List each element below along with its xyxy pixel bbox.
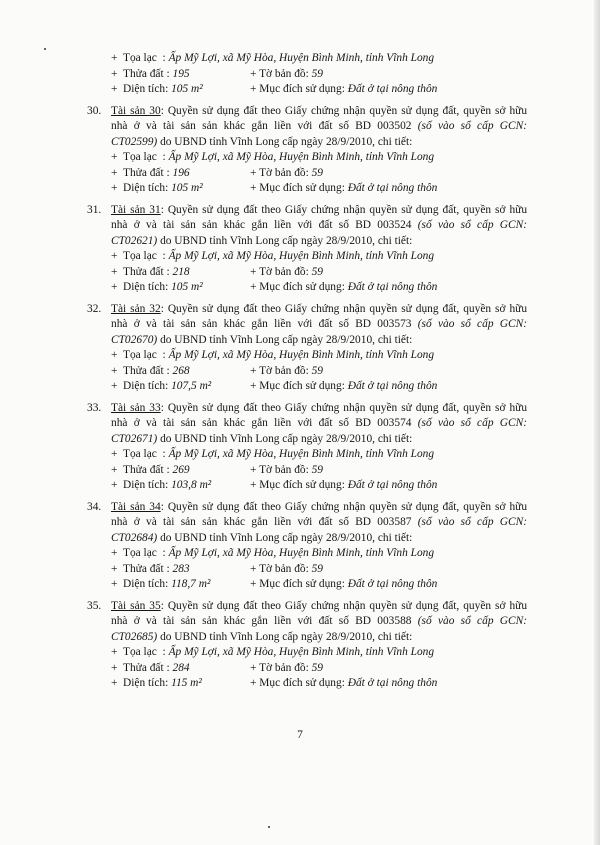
area-row: + Diện tích: 118,7 m² + Mục đích sử dụng: Đất ở tại nông thôn [111, 578, 438, 590]
map-value: 59 [311, 463, 323, 476]
plot-value: 284 [172, 661, 190, 674]
asset-header [87, 499, 527, 546]
area-row: + Diện tích: 115 m² + Mục đích sử dụng: Đất ở tại nông thôn [111, 677, 438, 689]
plot-label: Thửa đất [123, 265, 164, 278]
purpose-cell: + Mục đích sử dụng: Đất ở tại nông thôn [250, 578, 438, 590]
description-line [111, 233, 527, 249]
plot-value: 196 [172, 166, 190, 179]
plot-row: + Thửa đất : 196 + Tờ bản đồ: 59 [111, 166, 323, 179]
bullet: + [111, 349, 118, 361]
asset-title: Tài sản 31 [111, 203, 161, 216]
map-label: Tờ bản đồ [259, 166, 306, 179]
certificate-code: CT02670) [111, 333, 158, 346]
item-number: 35. [87, 599, 102, 612]
map-cell: + Tờ bản đồ: 59 [250, 463, 323, 476]
description-line [111, 431, 527, 447]
description-line [111, 613, 527, 629]
asset-header [87, 103, 527, 150]
asset-title: Tài sản 32 [111, 302, 161, 315]
location-row: + Tọa lạc : Ấp Mỹ Lợi, xã Mỹ Hòa, Huyện Bình Minh, tỉnh Vĩnh Long [111, 547, 435, 559]
asset-description [111, 103, 527, 150]
location-label: Tọa lạc [123, 646, 157, 658]
document-body [87, 50, 527, 691]
plot-value: 195 [172, 67, 190, 80]
location-value: Ấp Mỹ Lợi, xã Mỹ Hòa, Huyện Bình Minh, tỉnh Vĩnh Long [168, 52, 435, 64]
description-text: nhà ở và tài sản sản khác gắn liền với đất số BD 003524 [111, 219, 412, 231]
description-line [111, 134, 527, 150]
description-line [111, 316, 527, 332]
purpose-cell: + Mục đích sử dụng: Đất ở tại nông thôn [250, 83, 438, 95]
area-row: + Diện tích: 105 m² + Mục đích sử dụng: Đất ở tại nông thôn [111, 83, 438, 95]
top-entry [87, 50, 527, 97]
bullet: + [111, 380, 118, 392]
purpose-value: Đất ở tại nông thôn [347, 380, 438, 392]
description-line: Tài sản 31: Quyền sử dụng đất theo Giấy chứng nhận quyền sử dụng đất, quyền sở hữu [111, 203, 528, 216]
plot-row: + Thửa đất : 195 + Tờ bản đồ: 59 [111, 67, 323, 80]
area-value: 107,5 m² [171, 380, 212, 392]
bullet: + [111, 182, 118, 194]
map-value: 59 [311, 166, 323, 179]
location-value: Ấp Mỹ Lợi, xã Mỹ Hòa, Huyện Bình Minh, tỉnh Vĩnh Long [168, 646, 435, 658]
map-cell: + Tờ bản đồ: 59 [250, 562, 323, 575]
location-label: Tọa lạc [123, 349, 157, 361]
asset-header [87, 301, 527, 348]
location-value: Ấp Mỹ Lợi, xã Mỹ Hòa, Huyện Bình Minh, tỉnh Vĩnh Long [168, 250, 435, 262]
description-text: nhà ở và tài sản sản khác gắn liền với đất số BD 003574 [111, 417, 412, 429]
description-text: do UBND tỉnh Vĩnh Long cấp ngày 28/9/2010, chi tiết: [160, 135, 413, 148]
description-line [111, 415, 527, 431]
description-text: nhà ở và tài sản sản khác gắn liền với đất số BD 003502 [111, 120, 412, 132]
area-label: Diện tích [123, 677, 166, 689]
bullet: + [111, 364, 118, 377]
description-text: do UBND tỉnh Vĩnh Long cấp ngày 28/9/2010, chi tiết: [160, 630, 413, 643]
bullet: + [111, 661, 118, 674]
location-label: Tọa lạc [123, 52, 157, 64]
asset-title: Tài sản 30 [111, 104, 161, 117]
bullet: + [111, 463, 118, 476]
certificate-note: (số vào sổ cấp GCN: [417, 120, 527, 132]
location-label: Tọa lạc [123, 448, 157, 460]
certificate-note: (số vào sổ cấp GCN: [417, 318, 527, 330]
area-label: Diện tích [123, 380, 166, 392]
description-text: do UBND tỉnh Vĩnh Long cấp ngày 28/9/2010, chi tiết: [160, 234, 413, 247]
certificate-note: (số vào sổ cấp GCN: [417, 615, 527, 627]
area-value: 105 m² [171, 281, 203, 293]
map-label: Tờ bản đồ [259, 562, 306, 575]
area-row: + Diện tích: 105 m² + Mục đích sử dụng: Đất ở tại nông thôn [111, 281, 438, 293]
bullet: + [111, 250, 118, 262]
bullet: + [111, 547, 118, 559]
item-number: 32. [87, 302, 102, 315]
purpose-cell: + Mục đích sử dụng: Đất ở tại nông thôn [250, 380, 438, 392]
description-text: do UBND tỉnh Vĩnh Long cấp ngày 28/9/2010, chi tiết: [160, 333, 413, 346]
description-text: nhà ở và tài sản sản khác gắn liền với đất số BD 003588 [111, 615, 412, 627]
plot-row: + Thửa đất : 269 + Tờ bản đồ: 59 [111, 463, 323, 476]
map-cell: + Tờ bản đồ: 59 [250, 166, 323, 179]
purpose-label: Mục đích sử dụng [259, 281, 342, 293]
asset-title: Tài sản 35 [111, 599, 161, 612]
description-line [111, 629, 527, 645]
asset-description [111, 400, 527, 447]
map-cell: + Tờ bản đồ: 59 [250, 265, 323, 278]
plot-value: 218 [172, 265, 190, 278]
purpose-value: Đất ở tại nông thôn [347, 83, 438, 95]
map-cell: + Tờ bản đồ: 59 [250, 67, 323, 80]
area-row: + Diện tích: 103,8 m² + Mục đích sử dụng: Đất ở tại nông thôn [111, 479, 438, 491]
asset-list [87, 103, 527, 691]
purpose-value: Đất ở tại nông thôn [347, 281, 438, 293]
area-label: Diện tích [123, 281, 166, 293]
plot-label: Thửa đất [123, 67, 164, 80]
area-row: + Diện tích: 105 m² + Mục đích sử dụng: Đất ở tại nông thôn [111, 182, 438, 194]
plot-value: 268 [172, 364, 190, 377]
asset-title: Tài sản 34 [111, 500, 161, 513]
certificate-note: (số vào sổ cấp GCN: [417, 516, 527, 528]
description-line [111, 217, 527, 233]
purpose-cell: + Mục đích sử dụng: Đất ở tại nông thôn [250, 182, 438, 194]
description-line [111, 118, 527, 134]
description-text: do UBND tỉnh Vĩnh Long cấp ngày 28/9/2010, chi tiết: [160, 432, 413, 445]
item-number: 31. [87, 203, 102, 216]
asset-header [87, 202, 527, 249]
map-label: Tờ bản đồ [259, 265, 306, 278]
map-label: Tờ bản đồ [259, 463, 306, 476]
bullet: + [111, 83, 118, 95]
location-row: + Tọa lạc : Ấp Mỹ Lợi, xã Mỹ Hòa, Huyện Bình Minh, tỉnh Vĩnh Long [111, 52, 435, 64]
plot-label: Thửa đất [123, 661, 164, 674]
area-row: + Diện tích: 107,5 m² + Mục đích sử dụng: Đất ở tại nông thôn [111, 380, 438, 392]
location-value: Ấp Mỹ Lợi, xã Mỹ Hòa, Huyện Bình Minh, tỉnh Vĩnh Long [168, 349, 435, 361]
scan-edge [594, 0, 600, 845]
purpose-value: Đất ở tại nông thôn [347, 677, 438, 689]
map-label: Tờ bản đồ [259, 67, 306, 80]
description-text: nhà ở và tài sản sản khác gắn liền với đất số BD 003587 [111, 516, 412, 528]
description-text: Quyền sử dụng đất theo Giấy chứng nhận quyền sử dụng đất, quyền sở hữu [167, 500, 528, 513]
map-value: 59 [311, 562, 323, 575]
plot-row: + Thửa đất : 284 + Tờ bản đồ: 59 [111, 661, 323, 674]
description-text: nhà ở và tài sản sản khác gắn liền với đất số BD 003573 [111, 318, 412, 330]
description-text: Quyền sử dụng đất theo Giấy chứng nhận quyền sử dụng đất, quyền sở hữu [167, 302, 528, 315]
certificate-code: CT02671) [111, 432, 158, 445]
description-line [111, 332, 527, 348]
map-label: Tờ bản đồ [259, 364, 306, 377]
plot-row: + Thửa đất : 268 + Tờ bản đồ: 59 [111, 364, 323, 377]
purpose-label: Mục đích sử dụng [259, 182, 342, 194]
bullet: + [111, 166, 118, 179]
bullet: + [111, 448, 118, 460]
location-row: + Tọa lạc : Ấp Mỹ Lợi, xã Mỹ Hòa, Huyện Bình Minh, tỉnh Vĩnh Long [111, 349, 435, 361]
plot-label: Thửa đất [123, 562, 164, 575]
purpose-value: Đất ở tại nông thôn [347, 182, 438, 194]
map-label: Tờ bản đồ [259, 661, 306, 674]
area-label: Diện tích [123, 83, 166, 95]
bullet: + [111, 67, 118, 80]
description-line: Tài sản 33: Quyền sử dụng đất theo Giấy chứng nhận quyền sử dụng đất, quyền sở hữu [111, 401, 528, 414]
purpose-cell: + Mục đích sử dụng: Đất ở tại nông thôn [250, 677, 438, 689]
bullet: + [111, 52, 118, 64]
plot-row: + Thửa đất : 218 + Tờ bản đồ: 59 [111, 265, 323, 278]
scan-speck [44, 48, 46, 50]
bullet: + [111, 646, 118, 658]
purpose-label: Mục đích sử dụng [259, 578, 342, 590]
scan-speck [268, 826, 270, 828]
item-number: 30. [87, 104, 102, 117]
bullet: + [111, 281, 118, 293]
certificate-note: (số vào sổ cấp GCN: [417, 219, 527, 231]
purpose-value: Đất ở tại nông thôn [347, 479, 438, 491]
asset-item [87, 598, 527, 691]
bullet: + [111, 151, 118, 163]
bullet: + [111, 479, 118, 491]
asset-description [111, 499, 527, 546]
description-line [111, 530, 527, 546]
asset-item [87, 400, 527, 493]
description-text: Quyền sử dụng đất theo Giấy chứng nhận quyền sử dụng đất, quyền sở hữu [167, 401, 528, 414]
plot-label: Thửa đất [123, 364, 164, 377]
bullet: + [111, 677, 118, 689]
certificate-code: CT02599) [111, 135, 158, 148]
map-value: 59 [311, 661, 323, 674]
map-cell: + Tờ bản đồ: 59 [250, 661, 323, 674]
location-row: + Tọa lạc : Ấp Mỹ Lợi, xã Mỹ Hòa, Huyện Bình Minh, tỉnh Vĩnh Long [111, 448, 435, 460]
plot-row: + Thửa đất : 283 + Tờ bản đồ: 59 [111, 562, 323, 575]
location-row: + Tọa lạc : Ấp Mỹ Lợi, xã Mỹ Hòa, Huyện Bình Minh, tỉnh Vĩnh Long [111, 646, 435, 658]
plot-label: Thửa đất [123, 463, 164, 476]
map-value: 59 [311, 364, 323, 377]
asset-item [87, 103, 527, 196]
certificate-code: CT02684) [111, 531, 158, 544]
asset-header [87, 400, 527, 447]
purpose-label: Mục đích sử dụng [259, 479, 342, 491]
purpose-label: Mục đích sử dụng [259, 83, 342, 95]
asset-item [87, 301, 527, 394]
asset-description [111, 598, 527, 645]
map-value: 59 [311, 265, 323, 278]
certificate-code: CT02621) [111, 234, 158, 247]
area-value: 103,8 m² [171, 479, 212, 491]
bullet: + [111, 562, 118, 575]
asset-description [111, 202, 527, 249]
area-value: 105 m² [171, 83, 203, 95]
location-value: Ấp Mỹ Lợi, xã Mỹ Hòa, Huyện Bình Minh, tỉnh Vĩnh Long [168, 448, 435, 460]
purpose-label: Mục đích sử dụng [259, 380, 342, 392]
asset-item [87, 499, 527, 592]
bullet: + [111, 578, 118, 590]
location-row: + Tọa lạc : Ấp Mỹ Lợi, xã Mỹ Hòa, Huyện Bình Minh, tỉnh Vĩnh Long [111, 250, 435, 262]
area-value: 118,7 m² [171, 578, 211, 590]
map-cell: + Tờ bản đồ: 59 [250, 364, 323, 377]
page-number: 7 [297, 729, 303, 741]
description-text: do UBND tỉnh Vĩnh Long cấp ngày 28/9/2010, chi tiết: [160, 531, 413, 544]
area-label: Diện tích [123, 578, 166, 590]
description-text: Quyền sử dụng đất theo Giấy chứng nhận quyền sử dụng đất, quyền sở hữu [167, 203, 528, 216]
location-row: + Tọa lạc : Ấp Mỹ Lợi, xã Mỹ Hòa, Huyện Bình Minh, tỉnh Vĩnh Long [111, 151, 435, 163]
asset-description [111, 301, 527, 348]
area-value: 105 m² [171, 182, 203, 194]
plot-label: Thửa đất [123, 166, 164, 179]
asset-header [87, 598, 527, 645]
location-value: Ấp Mỹ Lợi, xã Mỹ Hòa, Huyện Bình Minh, tỉnh Vĩnh Long [168, 547, 435, 559]
certificate-code: CT02685) [111, 630, 158, 643]
location-value: Ấp Mỹ Lợi, xã Mỹ Hòa, Huyện Bình Minh, tỉnh Vĩnh Long [168, 151, 435, 163]
area-value: 115 m² [171, 677, 202, 689]
certificate-note: (số vào sổ cấp GCN: [417, 417, 527, 429]
description-line: Tài sản 35: Quyền sử dụng đất theo Giấy chứng nhận quyền sử dụng đất, quyền sở hữu [111, 599, 528, 612]
purpose-value: Đất ở tại nông thôn [347, 578, 438, 590]
item-number: 34. [87, 500, 102, 513]
description-line: Tài sản 32: Quyền sử dụng đất theo Giấy chứng nhận quyền sử dụng đất, quyền sở hữu [111, 302, 528, 315]
plot-value: 269 [172, 463, 190, 476]
asset-item [87, 202, 527, 295]
area-label: Diện tích [123, 479, 166, 491]
location-label: Tọa lạc [123, 250, 157, 262]
purpose-label: Mục đích sử dụng [259, 677, 342, 689]
purpose-cell: + Mục đích sử dụng: Đất ở tại nông thôn [250, 281, 438, 293]
purpose-cell: + Mục đích sử dụng: Đất ở tại nông thôn [250, 479, 438, 491]
asset-title: Tài sản 33 [111, 401, 161, 414]
description-line: Tài sản 34: Quyền sử dụng đất theo Giấy chứng nhận quyền sử dụng đất, quyền sở hữu [111, 500, 528, 513]
plot-value: 283 [172, 562, 190, 575]
description-line [111, 514, 527, 530]
area-label: Diện tích [123, 182, 166, 194]
bullet: + [111, 265, 118, 278]
location-label: Tọa lạc [123, 547, 157, 559]
map-value: 59 [311, 67, 323, 80]
item-number: 33. [87, 401, 102, 414]
description-text: Quyền sử dụng đất theo Giấy chứng nhận quyền sử dụng đất, quyền sở hữu [167, 599, 528, 612]
description-text: Quyền sử dụng đất theo Giấy chứng nhận quyền sử dụng đất, quyền sở hữu [167, 104, 528, 117]
location-label: Tọa lạc [123, 151, 157, 163]
description-line: Tài sản 30: Quyền sử dụng đất theo Giấy chứng nhận quyền sử dụng đất, quyền sở hữu [111, 104, 528, 117]
